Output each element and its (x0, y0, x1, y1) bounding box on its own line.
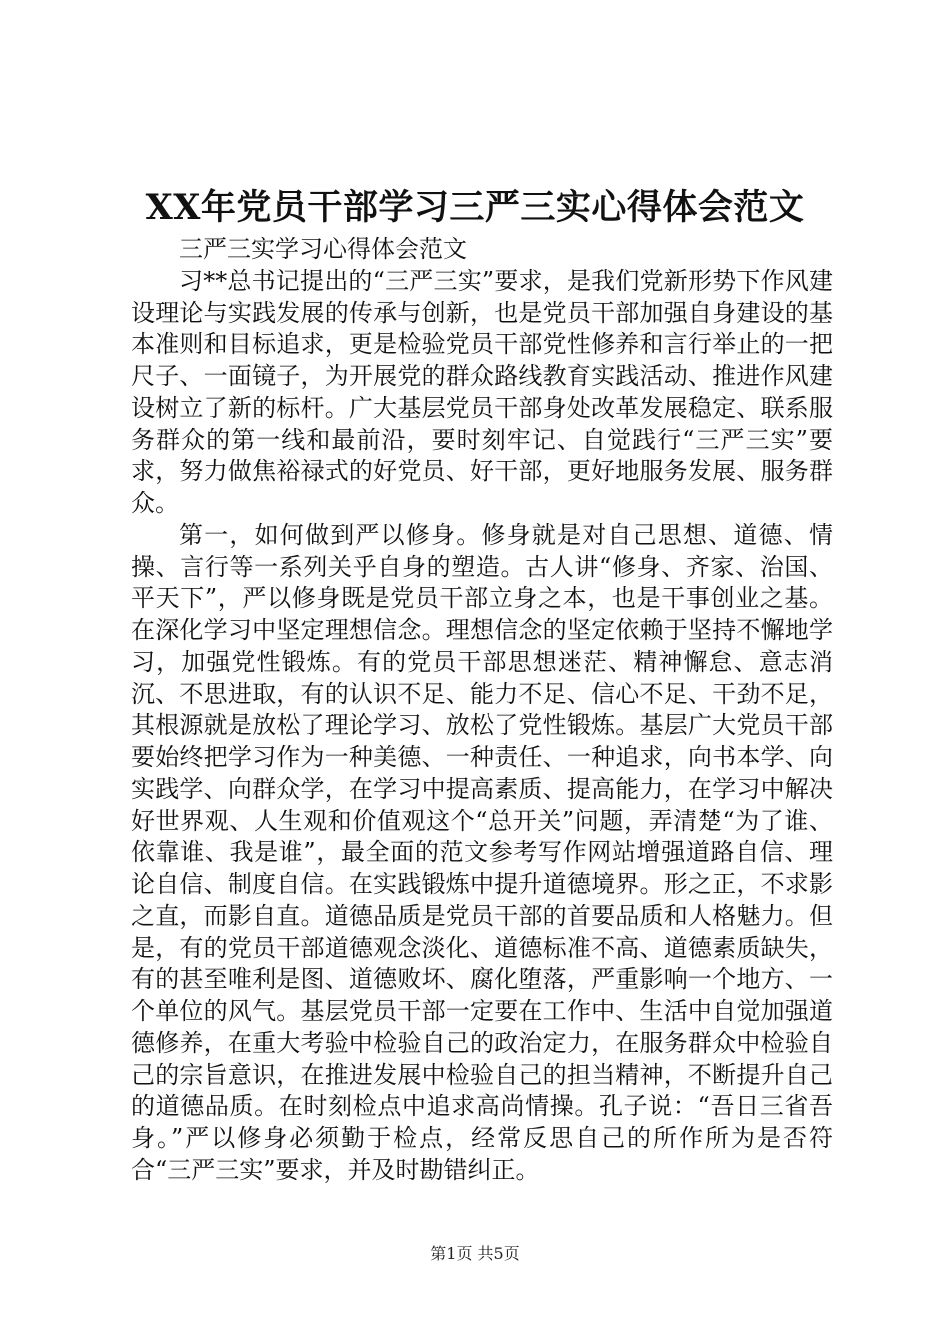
document-body (131, 234, 833, 1187)
body-paragraph: 第一，如何做到严以修身。修身就是对自己思想、道德、情操、言行等一系列关乎自身的塑造。古人讲“修身、齐家、治国、平天下”，严以修身既是党员干部立身之本，也是干事创业之基。在深化学习中坚定理想信念。理想信念的坚定依赖于坚持不懈地学习，加强党性锻炼。有的党员干部思想迷茫、精神懈怠、意志消沉、不思进取，有的认识不足、能力不足、信心不足、干劲不足，其根源就是放松了理论学习、放松了党性锻炼。基层广大党员干部要始终把学习作为一种美德、一种责任、一种追求，向书本学、向实践学、向群众学，在学习中提高素质、提高能力，在学习中解决好世界观、人生观和价值观这个“总开关”问题，弄清楚“为了谁、依靠谁、我是谁”，最全面的范文参考写作网站增强道路自信、理论自信、制度自信。在实践锻炼中提升道德境界。形之正，不求影之直，而影自直。道德品质是党员干部的首要品质和人格魅力。但是，有的党员干部道德观念淡化、道德标准不高、道德素质缺失，有的甚至唯利是图、道德败坏、腐化堕落，严重影响一个地方、一个单位的风气。基层党员干部一定要在工作中、生活中自觉加强道德修养，在重大考验中检验自己的政治定力，在服务群众中检验自己的宗旨意识，在推进发展中检验自己的担当精神，不断提升自己的道德品质。在时刻检点中追求高尚情操。孔子说：“吾日三省吾身。”严以修身必须勤于检点，经常反思自己的所作所为是否符合“三严三实”要求，并及时勘错纠正。 (131, 520, 833, 1184)
subtitle-paragraph: 三严三实学习心得体会范文 (179, 235, 467, 263)
page-footer: 第1页 共5页 (430, 1244, 520, 1263)
body-paragraph: 习**总书记提出的“三严三实”要求，是我们党新形势下作风建设理论与实践发展的传承与创新，也是党员干部加强自身建设的基本准则和目标追求，更是检验党员干部党性修养和言行举止的一把尺子、一面镜子，为开展党的群众路线教育实践活动、推进作风建设树立了新的标杆。广大基层党员干部身处改革发展稳定、联系服务群众的第一线和最前沿，要时刻牢记、自觉践行“三严三实”要求，努力做焦裕禄式的好党员、好干部，更好地服务发展、服务群众。 (131, 266, 833, 517)
document-title: XX年党员干部学习三严三实心得体会范文 (145, 187, 805, 228)
